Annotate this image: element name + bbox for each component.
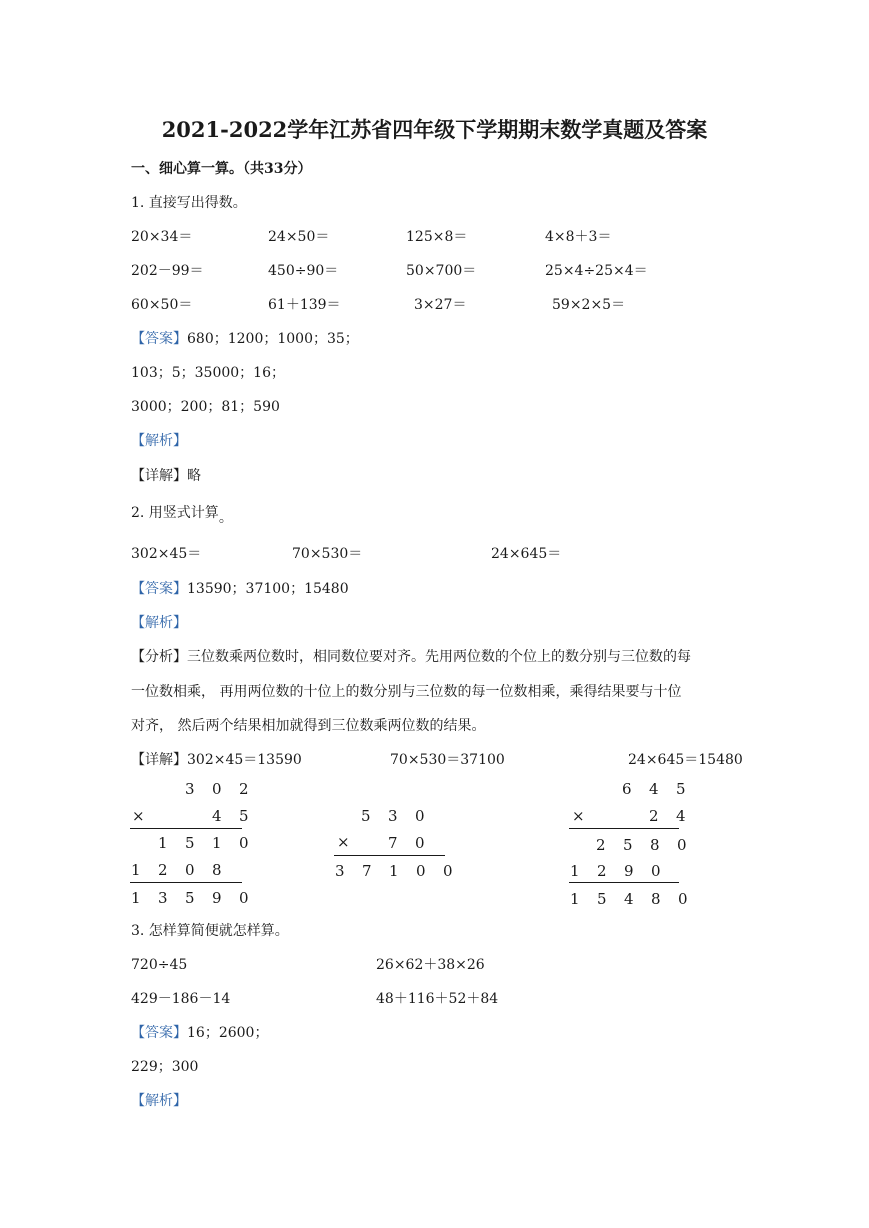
digit: 0: [185, 861, 195, 879]
digit: 0: [651, 862, 661, 880]
q1-answer-line: 103；5；35000；16；: [131, 365, 285, 381]
digit: 1: [389, 862, 399, 880]
analysis-tag: 【解析】: [131, 1093, 187, 1109]
answer-tag: 【答案】: [131, 1025, 187, 1041]
digit: 9: [212, 889, 222, 907]
q1-problem: 202－99＝: [131, 263, 204, 279]
analysis-line: 对齐， 然后两个结果相加就得到三位数乘两位数的结果。: [131, 718, 486, 734]
digit: 0: [443, 862, 453, 880]
q3-problem: 720÷45: [131, 957, 188, 973]
digit: 0: [212, 780, 222, 798]
rule-line: [334, 855, 445, 856]
digit: 1: [212, 834, 222, 852]
digit: 0: [415, 807, 425, 825]
digit: 8: [650, 836, 660, 854]
q1-problem: 20×34＝: [131, 229, 193, 245]
digit: 4: [212, 807, 222, 825]
q1-problem: 25×4÷25×4＝: [545, 263, 648, 279]
detail-equation: 70×530＝37100: [390, 752, 505, 768]
q1-problem: 50×700＝: [406, 263, 477, 279]
detail-equation: 302×45＝13590: [187, 752, 302, 768]
q1-problem: 60×50＝: [131, 297, 193, 313]
digit: 7: [388, 834, 398, 852]
fenxi-tag: 【分析】: [131, 649, 187, 665]
partial-product-row: [158, 833, 266, 853]
q2-prompt-punct: 。: [218, 510, 233, 526]
digit: 0: [239, 889, 249, 907]
partial-product-row: [570, 861, 678, 881]
digit: 5: [185, 889, 195, 907]
q2-analysis: [131, 648, 691, 666]
digit: 3: [388, 807, 398, 825]
digit: 7: [362, 862, 372, 880]
detail-tag: 【详解】: [131, 752, 187, 768]
result-row: [570, 889, 705, 909]
digit: 2: [158, 861, 168, 879]
multiplier-row: [212, 806, 266, 826]
rule-line: [569, 828, 679, 829]
q1-problem: 24×50＝: [268, 229, 330, 245]
digit: 5: [676, 780, 686, 798]
times-sign: ×: [132, 807, 145, 825]
q1-problem: 59×2×5＝: [552, 297, 626, 313]
multiplier-row: [388, 833, 442, 853]
digit: 9: [624, 862, 634, 880]
q1-problem: 450÷90＝: [268, 263, 339, 279]
answer-tag: 【答案】: [131, 331, 187, 347]
q1-answer: [131, 330, 359, 348]
q2-answer: [131, 580, 349, 598]
digit: 3: [185, 780, 195, 798]
digit: 3: [335, 862, 345, 880]
digit: 4: [676, 807, 686, 825]
question-3-prompt: 3. 怎样算简便就怎样算。: [131, 923, 289, 939]
q2-problem: 302×45＝: [131, 546, 202, 562]
q2-problem: 24×645＝: [491, 546, 562, 562]
digit: 1: [158, 834, 168, 852]
q1-problem: 61＋139＝: [268, 297, 341, 313]
digit: 5: [623, 836, 633, 854]
page-title: 2021-2022学年江苏省四年级下学期期末数学真题及答案: [161, 117, 708, 142]
multiplicand-row: [622, 779, 703, 799]
q3-answer: [131, 1024, 268, 1042]
digit: 2: [239, 780, 249, 798]
q2-prompt-text: 2. 用竖式计算: [131, 505, 219, 521]
digit: 2: [597, 862, 607, 880]
q1-problem: 125×8＝: [406, 229, 468, 245]
analysis-line: 一位数相乘， 再用两位数的十位上的数分别与三位数的每一位数相乘，乘得结果要与十位: [131, 684, 682, 700]
q1-answer-line: 3000；200；81；590: [131, 399, 280, 415]
answer-text: 13590；37100；15480: [187, 581, 349, 597]
q1-detail: [131, 467, 201, 485]
digit: 5: [597, 890, 607, 908]
digit: 0: [416, 862, 426, 880]
digit: 1: [131, 861, 141, 879]
q2-detail: [131, 751, 302, 769]
q2-problem: 70×530＝: [292, 546, 363, 562]
answer-text: 680；1200；1000；35；: [187, 331, 359, 347]
digit: 6: [622, 780, 632, 798]
q3-problem: 26×62＋38×26: [376, 957, 485, 973]
digit: 3: [158, 889, 168, 907]
multiplicand-row: [185, 779, 266, 799]
digit: 0: [415, 834, 425, 852]
digit: 2: [649, 807, 659, 825]
question-2-prompt: [131, 504, 233, 526]
multiplier-row: [649, 806, 703, 826]
rule-line: [130, 882, 242, 883]
digit: 0: [678, 890, 688, 908]
answer-tag: 【答案】: [131, 581, 187, 597]
rule-line: [130, 828, 242, 829]
digit: 4: [649, 780, 659, 798]
question-1-prompt: 1. 直接写出得数。: [131, 195, 247, 211]
digit: 1: [131, 889, 141, 907]
detail-tag: 【详解】: [131, 468, 187, 484]
analysis-text: 三位数乘两位数时，相同数位要对齐。先用两位数的个位上的数分别与三位数的每: [187, 649, 691, 665]
digit: 1: [570, 890, 580, 908]
digit: 8: [651, 890, 661, 908]
result-row: [335, 861, 470, 881]
times-sign: ×: [572, 807, 585, 825]
q3-answer-line: 229；300: [131, 1059, 199, 1075]
digit: 5: [361, 807, 371, 825]
digit: 5: [239, 807, 249, 825]
answer-text: 16；2600；: [187, 1025, 269, 1041]
q1-problem: 4×8＋3＝: [545, 229, 612, 245]
result-row: [131, 888, 266, 908]
digit: 8: [212, 861, 222, 879]
digit: 2: [596, 836, 606, 854]
q3-problem: 429－186－14: [131, 991, 231, 1007]
digit: 0: [677, 836, 687, 854]
partial-product-row: [596, 835, 704, 855]
detail-text: 略: [187, 468, 201, 484]
rule-line: [569, 882, 679, 883]
times-sign: ×: [337, 833, 350, 851]
partial-product-row: [131, 860, 239, 880]
digit: 5: [185, 834, 195, 852]
q3-problem: 48＋116＋52＋84: [376, 991, 499, 1007]
section-heading: 一、细心算一算。（共33分）: [131, 161, 312, 177]
digit: 0: [239, 834, 249, 852]
digit: 1: [570, 862, 580, 880]
multiplicand-row: [361, 806, 442, 826]
digit: 4: [624, 890, 634, 908]
analysis-tag: 【解析】: [131, 433, 187, 449]
detail-equation: 24×645＝15480: [628, 752, 743, 768]
analysis-tag: 【解析】: [131, 615, 187, 631]
q1-problem: 3×27＝: [414, 297, 467, 313]
